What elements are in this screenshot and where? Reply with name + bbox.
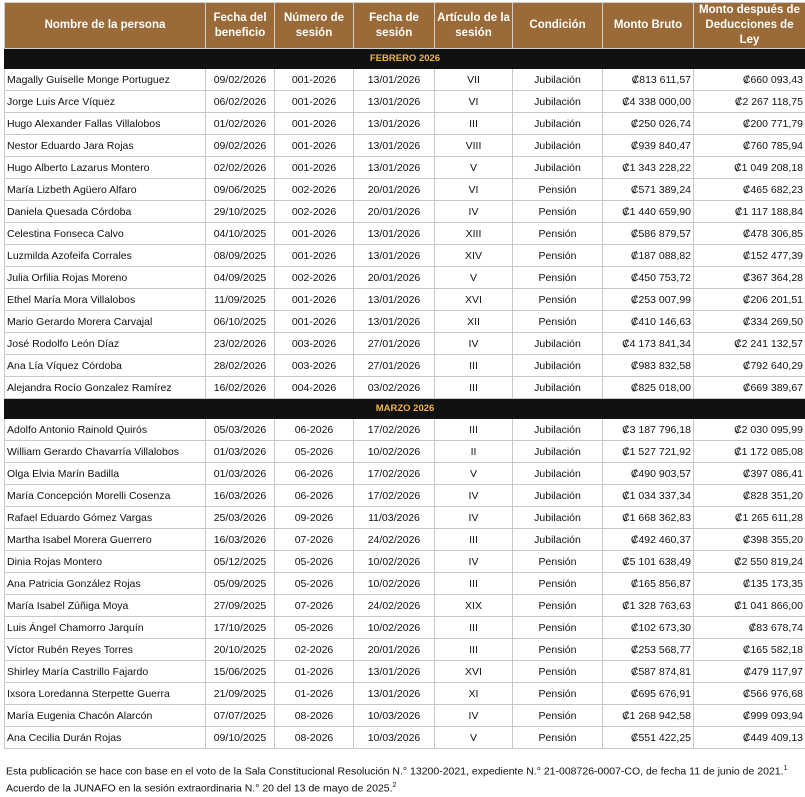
cell-articulo: III [435,377,513,399]
cell-numero-sesion: 001-2026 [275,69,354,91]
cell-numero-sesion: 002-2026 [275,201,354,223]
table-row [5,245,805,267]
cell-nombre: Celestina Fonseca Calvo [5,223,206,245]
cell-fecha-beneficio: 20/10/2025 [206,639,275,661]
cell-nombre: Ana Lía Víquez Córdoba [5,355,206,377]
cell-fecha-beneficio: 08/09/2025 [206,245,275,267]
cell-fecha-beneficio: 05/09/2025 [206,573,275,595]
cell-monto-bruto: ₡571 389,24 [603,179,694,201]
cell-monto-bruto: ₡4 338 000,00 [603,91,694,113]
cell-numero-sesion: 002-2026 [275,179,354,201]
cell-numero-sesion: 05-2026 [275,441,354,463]
cell-articulo: IV [435,551,513,573]
table-row [5,69,805,91]
cell-numero-sesion: 06-2026 [275,463,354,485]
cell-monto-bruto: ₡165 856,87 [603,573,694,595]
cell-numero-sesion: 001-2026 [275,223,354,245]
cell-fecha-beneficio: 09/06/2025 [206,179,275,201]
cell-fecha-sesion: 10/03/2026 [354,705,435,727]
cell-fecha-beneficio: 05/03/2026 [206,419,275,441]
cell-monto-neto: ₡367 364,28 [694,267,805,289]
cell-fecha-sesion: 17/02/2026 [354,485,435,507]
cell-monto-neto: ₡1 049 208,18 [694,157,805,179]
cell-articulo: III [435,529,513,551]
cell-numero-sesion: 02-2026 [275,639,354,661]
cell-articulo: VIII [435,135,513,157]
cell-fecha-beneficio: 01/03/2026 [206,463,275,485]
table-row [5,485,805,507]
cell-nombre: Alejandra Rocío Gonzalez Ramírez [5,377,206,399]
cell-fecha-beneficio: 09/10/2025 [206,727,275,749]
cell-articulo: V [435,157,513,179]
footnote-ref-1: 1 [783,765,788,772]
cell-condicion: Jubilación [513,91,603,113]
cell-condicion: Pensión [513,617,603,639]
cell-fecha-sesion: 13/01/2026 [354,113,435,135]
cell-articulo: III [435,419,513,441]
cell-articulo: V [435,267,513,289]
cell-monto-neto: ₡669 389,67 [694,377,805,399]
cell-articulo: III [435,573,513,595]
cell-articulo: V [435,727,513,749]
cell-nombre: María Lizbeth Agüero Alfaro [5,179,206,201]
footnote-ref-2: 2 [392,781,397,789]
cell-monto-neto: ₡398 355,20 [694,529,805,551]
cell-fecha-beneficio: 02/02/2026 [206,157,275,179]
cell-fecha-sesion: 17/02/2026 [354,463,435,485]
table-row [5,333,805,355]
cell-fecha-sesion: 10/02/2026 [354,617,435,639]
table-row [5,157,805,179]
cell-monto-neto: ₡334 269,50 [694,311,805,333]
cell-monto-neto: ₡1 041 866,00 [694,595,805,617]
cell-monto-bruto: ₡551 422,25 [603,727,694,749]
section-title: FEBRERO 2026 [5,49,805,69]
footnote-line-1 [6,762,801,779]
cell-monto-neto: ₡2 030 095,99 [694,419,805,441]
table-row [5,441,805,463]
cell-fecha-beneficio: 15/06/2025 [206,661,275,683]
cell-condicion: Jubilación [513,113,603,135]
cell-monto-bruto: ₡587 874,81 [603,661,694,683]
cell-monto-bruto: ₡1 268 942,58 [603,705,694,727]
cell-fecha-sesion: 20/01/2026 [354,179,435,201]
footnote-text-1: Esta publicación se hace con base en el voto de la Sala Constitucional Resolución N.° 13200-2021, expediente N.° 21-008726-0007-CO, de fecha 11 de junio de 2021. [6,765,784,778]
cell-articulo: VI [435,179,513,201]
cell-monto-bruto: ₡492 460,37 [603,529,694,551]
cell-monto-neto: ₡566 976,68 [694,683,805,705]
cell-numero-sesion: 01-2026 [275,683,354,705]
cell-numero-sesion: 003-2026 [275,333,354,355]
cell-nombre: Ana Cecilia Durán Rojas [5,727,206,749]
cell-numero-sesion: 001-2026 [275,113,354,135]
cell-numero-sesion: 001-2026 [275,289,354,311]
cell-monto-neto: ₡2 267 118,75 [694,91,805,113]
cell-nombre: Shirley María Castrillo Fajardo [5,661,206,683]
cell-condicion: Pensión [513,661,603,683]
cell-articulo: IV [435,485,513,507]
cell-condicion: Jubilación [513,69,603,91]
cell-fecha-sesion: 10/03/2026 [354,727,435,749]
cell-condicion: Pensión [513,223,603,245]
footnote [6,762,801,795]
cell-monto-neto: ₡397 086,41 [694,463,805,485]
cell-fecha-beneficio: 23/02/2026 [206,333,275,355]
cell-fecha-sesion: 10/02/2026 [354,441,435,463]
table-row [5,311,805,333]
cell-condicion: Pensión [513,201,603,223]
table-row [5,529,805,551]
cell-fecha-sesion: 20/01/2026 [354,639,435,661]
table-row [5,595,805,617]
table-row [5,289,805,311]
cell-numero-sesion: 06-2026 [275,485,354,507]
cell-fecha-sesion: 20/01/2026 [354,267,435,289]
header-articulo: Artículo de la sesión [435,3,513,49]
cell-nombre: Jorge Luis Arce Víquez [5,91,206,113]
cell-nombre: Julia Orfilia Rojas Moreno [5,267,206,289]
cell-nombre: Luis Ángel Chamorro Jarquín [5,617,206,639]
cell-fecha-sesion: 13/01/2026 [354,69,435,91]
table-row [5,705,805,727]
cell-numero-sesion: 07-2026 [275,529,354,551]
cell-fecha-beneficio: 01/03/2026 [206,441,275,463]
table-row [5,551,805,573]
cell-fecha-beneficio: 28/02/2026 [206,355,275,377]
cell-nombre: Olga Elvia Marín Badilla [5,463,206,485]
cell-monto-neto: ₡792 640,29 [694,355,805,377]
cell-monto-neto: ₡478 306,85 [694,223,805,245]
cell-condicion: Jubilación [513,485,603,507]
cell-fecha-sesion: 13/01/2026 [354,157,435,179]
cell-monto-neto: ₡2 241 132,57 [694,333,805,355]
cell-condicion: Jubilación [513,157,603,179]
cell-nombre: Daniela Quesada Córdoba [5,201,206,223]
cell-condicion: Jubilación [513,333,603,355]
cell-fecha-beneficio: 25/03/2026 [206,507,275,529]
cell-monto-neto: ₡828 351,20 [694,485,805,507]
cell-fecha-beneficio: 21/09/2025 [206,683,275,705]
cell-monto-neto: ₡165 582,18 [694,639,805,661]
table-row [5,683,805,705]
cell-fecha-beneficio: 05/12/2025 [206,551,275,573]
cell-monto-bruto: ₡5 101 638,49 [603,551,694,573]
header-fecha-sesion: Fecha de sesión [354,3,435,49]
cell-fecha-beneficio: 01/02/2026 [206,113,275,135]
cell-monto-neto: ₡479 117,97 [694,661,805,683]
cell-fecha-sesion: 13/01/2026 [354,223,435,245]
cell-condicion: Jubilación [513,377,603,399]
cell-nombre: Rafael Eduardo Gómez Vargas [5,507,206,529]
cell-fecha-sesion: 13/01/2026 [354,289,435,311]
cell-monto-neto: ₡1 172 085,08 [694,441,805,463]
cell-monto-bruto: ₡253 007,99 [603,289,694,311]
table-row [5,91,805,113]
cell-condicion: Jubilación [513,463,603,485]
cell-nombre: Martha Isabel Morera Guerrero [5,529,206,551]
cell-monto-bruto: ₡410 146,63 [603,311,694,333]
cell-numero-sesion: 08-2026 [275,727,354,749]
cell-monto-bruto: ₡1 328 763,63 [603,595,694,617]
header-numero-sesion: Número de sesión [275,3,354,49]
section-title: MARZO 2026 [5,399,805,419]
cell-monto-neto: ₡449 409,13 [694,727,805,749]
table-row [5,113,805,135]
cell-articulo: XVI [435,661,513,683]
cell-monto-bruto: ₡490 903,57 [603,463,694,485]
section-header-row [5,49,805,69]
cell-fecha-beneficio: 17/10/2025 [206,617,275,639]
table-header [5,3,805,49]
cell-monto-bruto: ₡253 568,77 [603,639,694,661]
header-monto-neto: Monto después de Deducciones de Ley [694,3,805,49]
cell-nombre: Ethel María Mora Villalobos [5,289,206,311]
table-row [5,201,805,223]
cell-articulo: V [435,463,513,485]
cell-fecha-beneficio: 06/02/2026 [206,91,275,113]
cell-articulo: III [435,639,513,661]
cell-fecha-sesion: 13/01/2026 [354,661,435,683]
cell-monto-bruto: ₡695 676,91 [603,683,694,705]
cell-fecha-beneficio: 29/10/2025 [206,201,275,223]
cell-numero-sesion: 001-2026 [275,311,354,333]
cell-fecha-sesion: 20/01/2026 [354,201,435,223]
cell-monto-bruto: ₡983 832,58 [603,355,694,377]
cell-condicion: Jubilación [513,441,603,463]
cell-monto-bruto: ₡825 018,00 [603,377,694,399]
cell-monto-bruto: ₡450 753,72 [603,267,694,289]
cell-fecha-sesion: 27/01/2026 [354,355,435,377]
table-row [5,507,805,529]
cell-fecha-beneficio: 04/09/2025 [206,267,275,289]
cell-monto-neto: ₡2 550 819,24 [694,551,805,573]
cell-numero-sesion: 002-2026 [275,267,354,289]
cell-monto-neto: ₡1 265 611,28 [694,507,805,529]
cell-monto-bruto: ₡586 879,57 [603,223,694,245]
cell-condicion: Pensión [513,705,603,727]
table-row [5,661,805,683]
table-row [5,639,805,661]
cell-monto-bruto: ₡1 034 337,34 [603,485,694,507]
table-row [5,223,805,245]
cell-numero-sesion: 004-2026 [275,377,354,399]
cell-fecha-beneficio: 11/09/2025 [206,289,275,311]
cell-articulo: VI [435,91,513,113]
cell-articulo: XIX [435,595,513,617]
cell-condicion: Jubilación [513,355,603,377]
cell-numero-sesion: 001-2026 [275,91,354,113]
cell-monto-bruto: ₡813 611,57 [603,69,694,91]
cell-articulo: VII [435,69,513,91]
cell-nombre: Nestor Eduardo Jara Rojas [5,135,206,157]
cell-nombre: José Rodolfo León Díaz [5,333,206,355]
cell-condicion: Pensión [513,267,603,289]
cell-articulo: IV [435,507,513,529]
cell-condicion: Jubilación [513,419,603,441]
cell-condicion: Pensión [513,639,603,661]
cell-monto-bruto: ₡1 440 659,90 [603,201,694,223]
cell-articulo: XIII [435,223,513,245]
benefits-table-container [4,2,805,749]
table-row [5,463,805,485]
table-row [5,377,805,399]
cell-fecha-beneficio: 16/03/2026 [206,485,275,507]
cell-numero-sesion: 08-2026 [275,705,354,727]
cell-monto-bruto: ₡939 840,47 [603,135,694,157]
cell-fecha-sesion: 13/01/2026 [354,683,435,705]
table-row [5,179,805,201]
cell-fecha-sesion: 24/02/2026 [354,595,435,617]
cell-monto-neto: ₡999 093,94 [694,705,805,727]
cell-fecha-sesion: 10/02/2026 [354,551,435,573]
cell-nombre: Luzmilda Azofeifa Corrales [5,245,206,267]
cell-monto-neto: ₡1 117 188,84 [694,201,805,223]
cell-monto-neto: ₡206 201,51 [694,289,805,311]
cell-nombre: William Gerardo Chavarría Villalobos [5,441,206,463]
cell-monto-neto: ₡200 771,79 [694,113,805,135]
cell-articulo: XIV [435,245,513,267]
cell-articulo: IV [435,201,513,223]
cell-fecha-sesion: 13/01/2026 [354,91,435,113]
cell-fecha-sesion: 13/01/2026 [354,135,435,157]
cell-fecha-beneficio: 09/02/2026 [206,135,275,157]
cell-articulo: III [435,113,513,135]
table-row [5,727,805,749]
cell-numero-sesion: 05-2026 [275,617,354,639]
footnote-line-2 [6,779,801,796]
cell-numero-sesion: 001-2026 [275,135,354,157]
table-row [5,573,805,595]
cell-monto-neto: ₡135 173,35 [694,573,805,595]
cell-fecha-sesion: 17/02/2026 [354,419,435,441]
cell-numero-sesion: 07-2026 [275,595,354,617]
table-row [5,267,805,289]
header-monto-bruto: Monto Bruto [603,3,694,49]
cell-fecha-beneficio: 04/10/2025 [206,223,275,245]
cell-monto-bruto: ₡1 668 362,83 [603,507,694,529]
header-nombre: Nombre de la persona [5,3,206,49]
cell-condicion: Pensión [513,727,603,749]
cell-fecha-beneficio: 09/02/2026 [206,69,275,91]
cell-nombre: Ixsora Loredanna Sterpette Guerra [5,683,206,705]
cell-fecha-sesion: 13/01/2026 [354,311,435,333]
cell-condicion: Pensión [513,179,603,201]
cell-articulo: XI [435,683,513,705]
table-body [5,49,805,749]
cell-monto-neto: ₡152 477,39 [694,245,805,267]
cell-nombre: María Isabel Zúñiga Moya [5,595,206,617]
table-row [5,355,805,377]
cell-condicion: Pensión [513,245,603,267]
cell-fecha-sesion: 11/03/2026 [354,507,435,529]
cell-monto-bruto: ₡187 088,82 [603,245,694,267]
cell-monto-neto: ₡83 678,74 [694,617,805,639]
cell-fecha-sesion: 24/02/2026 [354,529,435,551]
cell-condicion: Jubilación [513,529,603,551]
cell-monto-neto: ₡465 682,23 [694,179,805,201]
cell-articulo: III [435,617,513,639]
cell-nombre: María Eugenia Chacón Alarcón [5,705,206,727]
cell-articulo: IV [435,705,513,727]
table-row [5,419,805,441]
cell-numero-sesion: 06-2026 [275,419,354,441]
cell-fecha-sesion: 10/02/2026 [354,573,435,595]
benefits-table [4,2,805,749]
cell-monto-bruto: ₡1 527 721,92 [603,441,694,463]
cell-condicion: Pensión [513,551,603,573]
table-row [5,135,805,157]
cell-numero-sesion: 003-2026 [275,355,354,377]
cell-nombre: Ana Patricia González Rojas [5,573,206,595]
cell-articulo: XII [435,311,513,333]
table-row [5,617,805,639]
cell-numero-sesion: 01-2026 [275,661,354,683]
cell-nombre: Hugo Alexander Fallas Villalobos [5,113,206,135]
cell-monto-bruto: ₡4 173 841,34 [603,333,694,355]
cell-numero-sesion: 05-2026 [275,573,354,595]
cell-condicion: Pensión [513,595,603,617]
cell-nombre: Magally Guiselle Monge Portuguez [5,69,206,91]
cell-fecha-beneficio: 06/10/2025 [206,311,275,333]
cell-condicion: Pensión [513,311,603,333]
cell-articulo: II [435,441,513,463]
cell-monto-bruto: ₡250 026,74 [603,113,694,135]
section-header-row [5,399,805,419]
cell-nombre: Hugo Alberto Lazarus Montero [5,157,206,179]
cell-fecha-beneficio: 16/03/2026 [206,529,275,551]
cell-monto-neto: ₡660 093,43 [694,69,805,91]
cell-condicion: Pensión [513,289,603,311]
cell-monto-bruto: ₡102 673,30 [603,617,694,639]
footnote-text-2: Acuerdo de la JUNAFO en la sesión extraordinaria N.° 20 del 13 de mayo de 2025. [6,782,393,794]
cell-monto-bruto: ₡3 187 796,18 [603,419,694,441]
cell-condicion: Jubilación [513,507,603,529]
cell-articulo: IV [435,333,513,355]
cell-nombre: María Concepción Morelli Cosenza [5,485,206,507]
cell-numero-sesion: 05-2026 [275,551,354,573]
header-fecha-beneficio: Fecha del beneficio [206,3,275,49]
cell-condicion: Pensión [513,573,603,595]
cell-fecha-sesion: 13/01/2026 [354,245,435,267]
cell-fecha-sesion: 27/01/2026 [354,333,435,355]
cell-nombre: Víctor Rubén Reyes Torres [5,639,206,661]
cell-fecha-beneficio: 16/02/2026 [206,377,275,399]
cell-nombre: Dinia Rojas Montero [5,551,206,573]
header-condicion: Condición [513,3,603,49]
cell-articulo: III [435,355,513,377]
cell-numero-sesion: 001-2026 [275,157,354,179]
cell-nombre: Mario Gerardo Morera Carvajal [5,311,206,333]
cell-numero-sesion: 001-2026 [275,245,354,267]
cell-monto-bruto: ₡1 343 228,22 [603,157,694,179]
cell-condicion: Jubilación [513,135,603,157]
cell-fecha-beneficio: 07/07/2025 [206,705,275,727]
cell-fecha-sesion: 03/02/2026 [354,377,435,399]
cell-articulo: XVI [435,289,513,311]
cell-nombre: Adolfo Antonio Rainold Quirós [5,419,206,441]
cell-fecha-beneficio: 27/09/2025 [206,595,275,617]
cell-numero-sesion: 09-2026 [275,507,354,529]
cell-monto-neto: ₡760 785,94 [694,135,805,157]
cell-condicion: Pensión [513,683,603,705]
